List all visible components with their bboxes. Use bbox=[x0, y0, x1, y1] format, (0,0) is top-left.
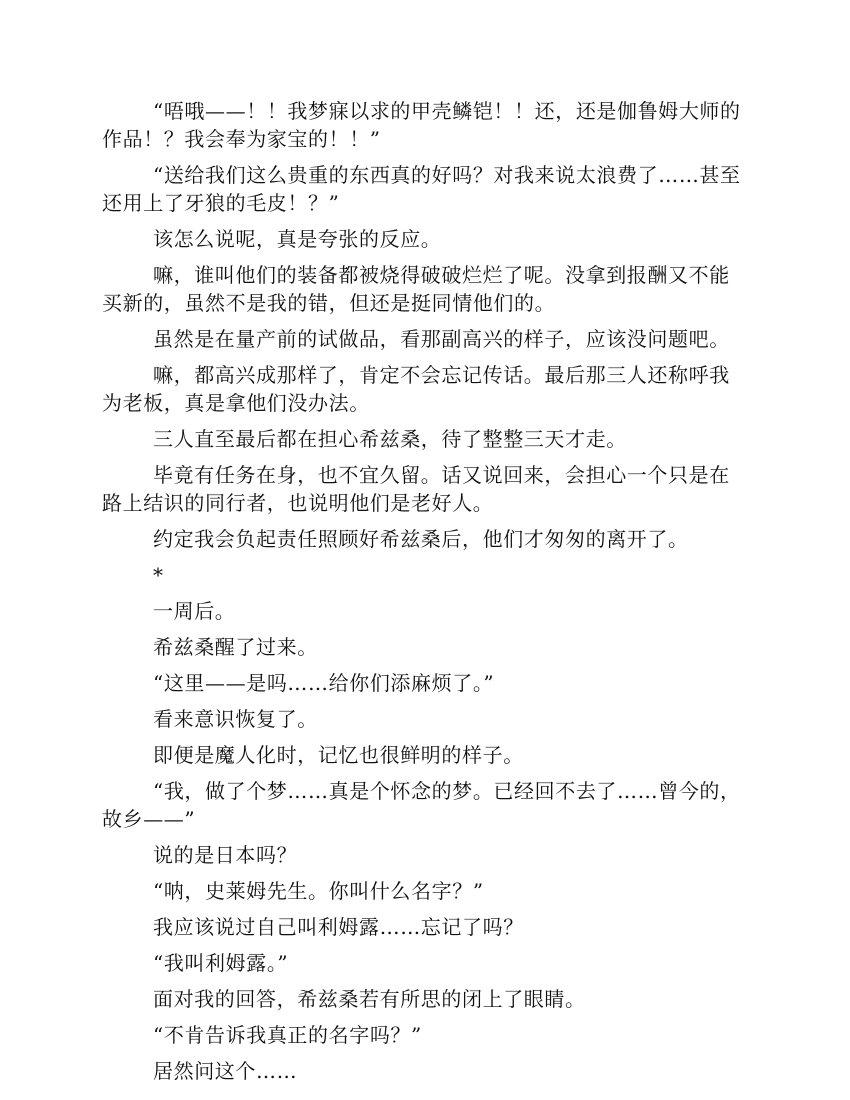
paragraph-12: 希兹桑醒了过来。 bbox=[153, 635, 318, 659]
paragraph-19: 我应该说过自己叫利姆露……忘记了吗？ bbox=[153, 915, 524, 939]
paragraph-20: “我叫利姆露。” bbox=[153, 951, 289, 975]
paragraph-2: “送给我们这么贵重的东西真的好吗？对我来说太浪费了……甚至还用上了牙狼的毛皮！？” bbox=[102, 163, 741, 215]
paragraph-21: 面对我的回答，希兹桑若有所思的闭上了眼睛。 bbox=[153, 987, 586, 1011]
paragraph-6: 嘛，都高兴成那样了，肯定不会忘记传话。最后那三人还称呼我为老板，真是拿他们没办法。 bbox=[102, 363, 730, 415]
paragraph-16: “我，做了个梦……真是个怀念的梦。已经回不去了……曾今的，故乡——” bbox=[102, 779, 741, 831]
paragraph-5: 虽然是在量产前的试做品，看那副高兴的样子，应该没问题吧。 bbox=[153, 327, 730, 351]
paragraph-11: 一周后。 bbox=[153, 599, 236, 623]
paragraph-7: 三人直至最后都在担心希兹桑，待了整整三天才走。 bbox=[153, 427, 627, 451]
paragraph-3: 该怎么说呢，真是夸张的反应。 bbox=[153, 227, 442, 251]
paragraph-22: “不肯告诉我真正的名字吗？” bbox=[153, 1023, 422, 1047]
document-body bbox=[102, 97, 742, 1093]
paragraph-17: 说的是日本吗？ bbox=[153, 843, 298, 867]
paragraph-14: 看来意识恢复了。 bbox=[153, 707, 318, 731]
paragraph-8: 毕竟有任务在身，也不宜久留。话又说回来，会担心一个只是在路上结识的同行者，也说明他们是老好人。 bbox=[102, 463, 730, 515]
section-separator: * bbox=[153, 563, 164, 587]
paragraph-15: 即便是魔人化时，记忆也很鲜明的样子。 bbox=[153, 743, 524, 767]
paragraph-23: 居然问这个…… bbox=[153, 1059, 298, 1083]
paragraph-4: 嘛，谁叫他们的装备都被烧得破破烂烂了呢。没拿到报酬又不能买新的，虽然不是我的错，但还是挺同情他们的。 bbox=[102, 263, 730, 315]
paragraph-18: “呐，史莱姆先生。你叫什么名字？” bbox=[153, 879, 484, 903]
paragraph-9: 约定我会负起责任照顾好希兹桑后，他们才匆匆的离开了。 bbox=[153, 527, 689, 551]
paragraph-13: “这里——是吗……给你们添麻烦了。” bbox=[153, 671, 495, 695]
paragraph-1: “唔哦——！！我梦寐以求的甲壳鳞铠！！还，还是伽鲁姆大师的作品！？我会奉为家宝的！！” bbox=[102, 99, 741, 151]
